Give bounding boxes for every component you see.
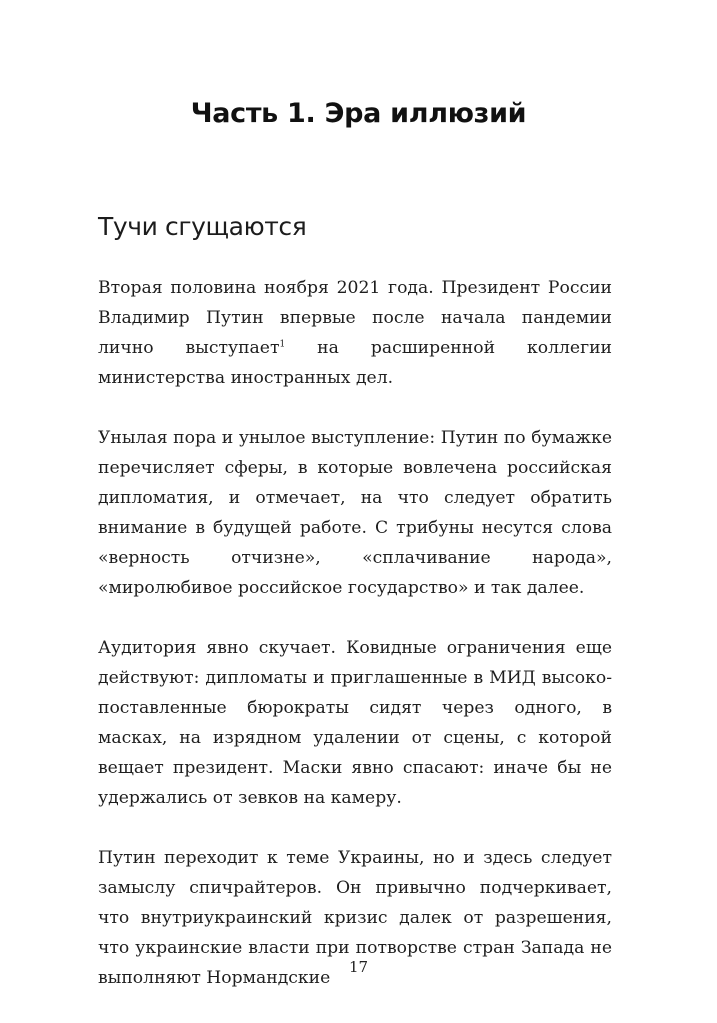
paragraph-text: Вторая половина ноября 2021 года. Президент России Владимир Путин впервые после начала пандемии лично выступает	[98, 278, 612, 358]
footnote-ref[interactable]: 1	[279, 339, 286, 350]
paragraph-text: на расширенной коллегии министерства иностранных дел.	[98, 338, 612, 388]
paragraph: Унылая пора и унылое выступление: Путин по бумажке перечисляет сферы, в которые вовлечена российская дипломатия, и отмечает, на что следует обратить внимание в будущей работе. С трибуны несутся слова «верность отчизне», «сплачивание народа», «миролюбивое российское государство» и так далее.	[98, 428, 612, 598]
paragraph	[98, 273, 612, 393]
paragraph: Аудитория явно скучает. Ковидные ограничения еще действуют: дипломаты и приглашенные в МИД высокопоставленные бюрократы сидят через одного, в масках, на изрядном удалении от сцены, с которой вещает президент. Маски явно спасают: иначе бы не удержались от зевков на камеру.	[98, 638, 612, 808]
paragraph: Путин переходит к теме Украины, но и здесь следует замыслу спичрайтеров. Он привычно подчеркивает, что внутриукраинский кризис далек от разрешения, что украинские власти при потворстве стран Запада не выполняют Нормандские	[98, 848, 612, 988]
chapter-title: Тучи сгущаются	[98, 212, 307, 241]
part-title: Часть 1. Эра иллюзий	[190, 98, 527, 129]
body-text	[98, 273, 612, 1023]
page-number: 17	[348, 958, 369, 976]
